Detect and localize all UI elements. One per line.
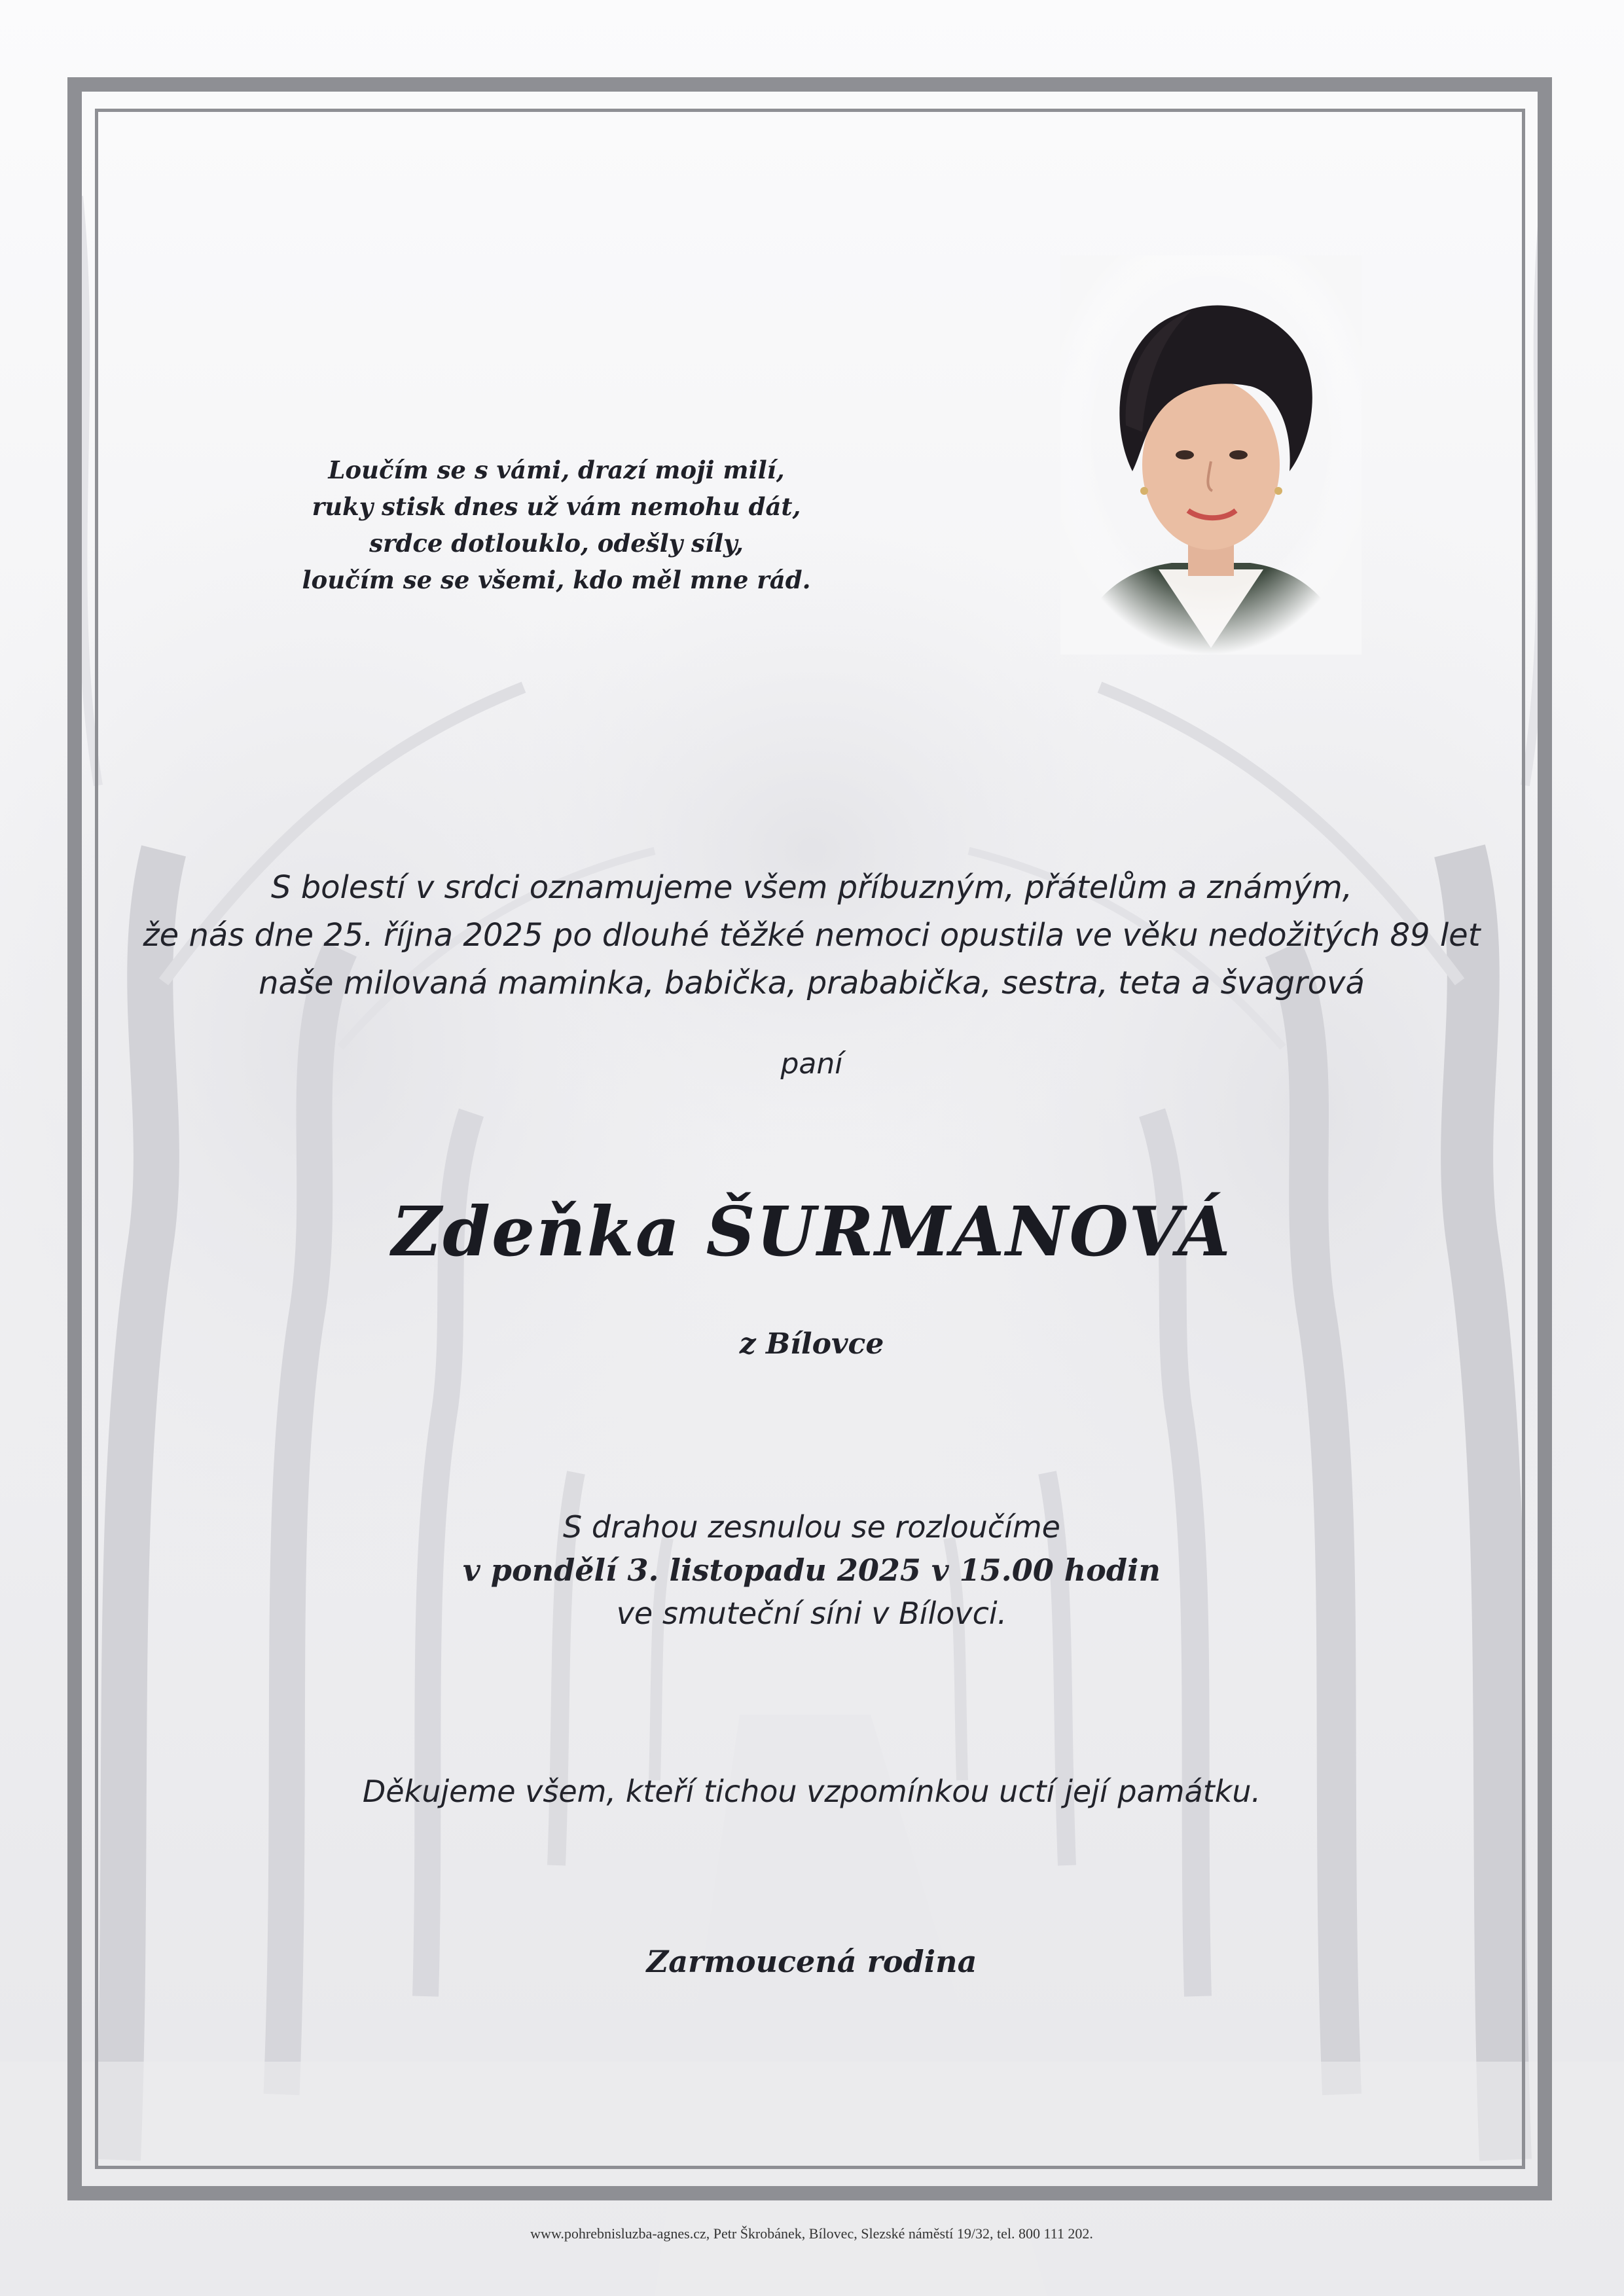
deceased-origin: z Bílovce — [739, 1327, 884, 1361]
announcement-line: naše milovaná maminka, babička, prababička, sestra, teta a švagrová — [259, 965, 1365, 1001]
announcement-line: S bolestí v srdci oznamujeme všem příbuzným, přátelům a známým, — [270, 869, 1352, 906]
deceased-name: Zdeňka ŠURMANOVÁ — [391, 1191, 1232, 1272]
farewell-line: S drahou zesnulou se rozloučíme — [563, 1509, 1060, 1545]
portrait-photo — [1060, 255, 1362, 655]
funeral-location: ve smuteční síni v Bílovci. — [616, 1596, 1007, 1631]
announcement-line: že nás dne 25. října 2025 po dlouhé těžké nemoci opustila ve věku nedožitých 89 let — [143, 917, 1481, 954]
verse-line: ruky stisk dnes už vám nemohu dát, — [312, 492, 801, 521]
thanks-line: Děkujeme všem, kteří tichou vzpomínkou uctí její památku. — [362, 1774, 1261, 1809]
family-signature: Zarmoucená rodina — [646, 1944, 977, 1979]
death-announcement — [92, 864, 1532, 1007]
verse-line: loučím se se všemi, kdo měl mne rád. — [302, 565, 811, 594]
verse-line: srdce dotlouklo, odešly síly, — [369, 529, 744, 558]
verse-line: Loučím se s vámi, drazí moji milí, — [328, 456, 785, 484]
funeral-service-footer: www.pohrebnisluzba-agnes.cz, Petr Škrobánek, Bílovec, Slezské náměstí 19/32, tel. 800 111 202. — [530, 2225, 1093, 2242]
funeral-details — [223, 1505, 1401, 1635]
honorific: paní — [780, 1047, 843, 1081]
funeral-date-time: v pondělí 3. listopadu 2025 v 15.00 hodin — [463, 1552, 1161, 1588]
memorial-verse — [196, 452, 916, 598]
